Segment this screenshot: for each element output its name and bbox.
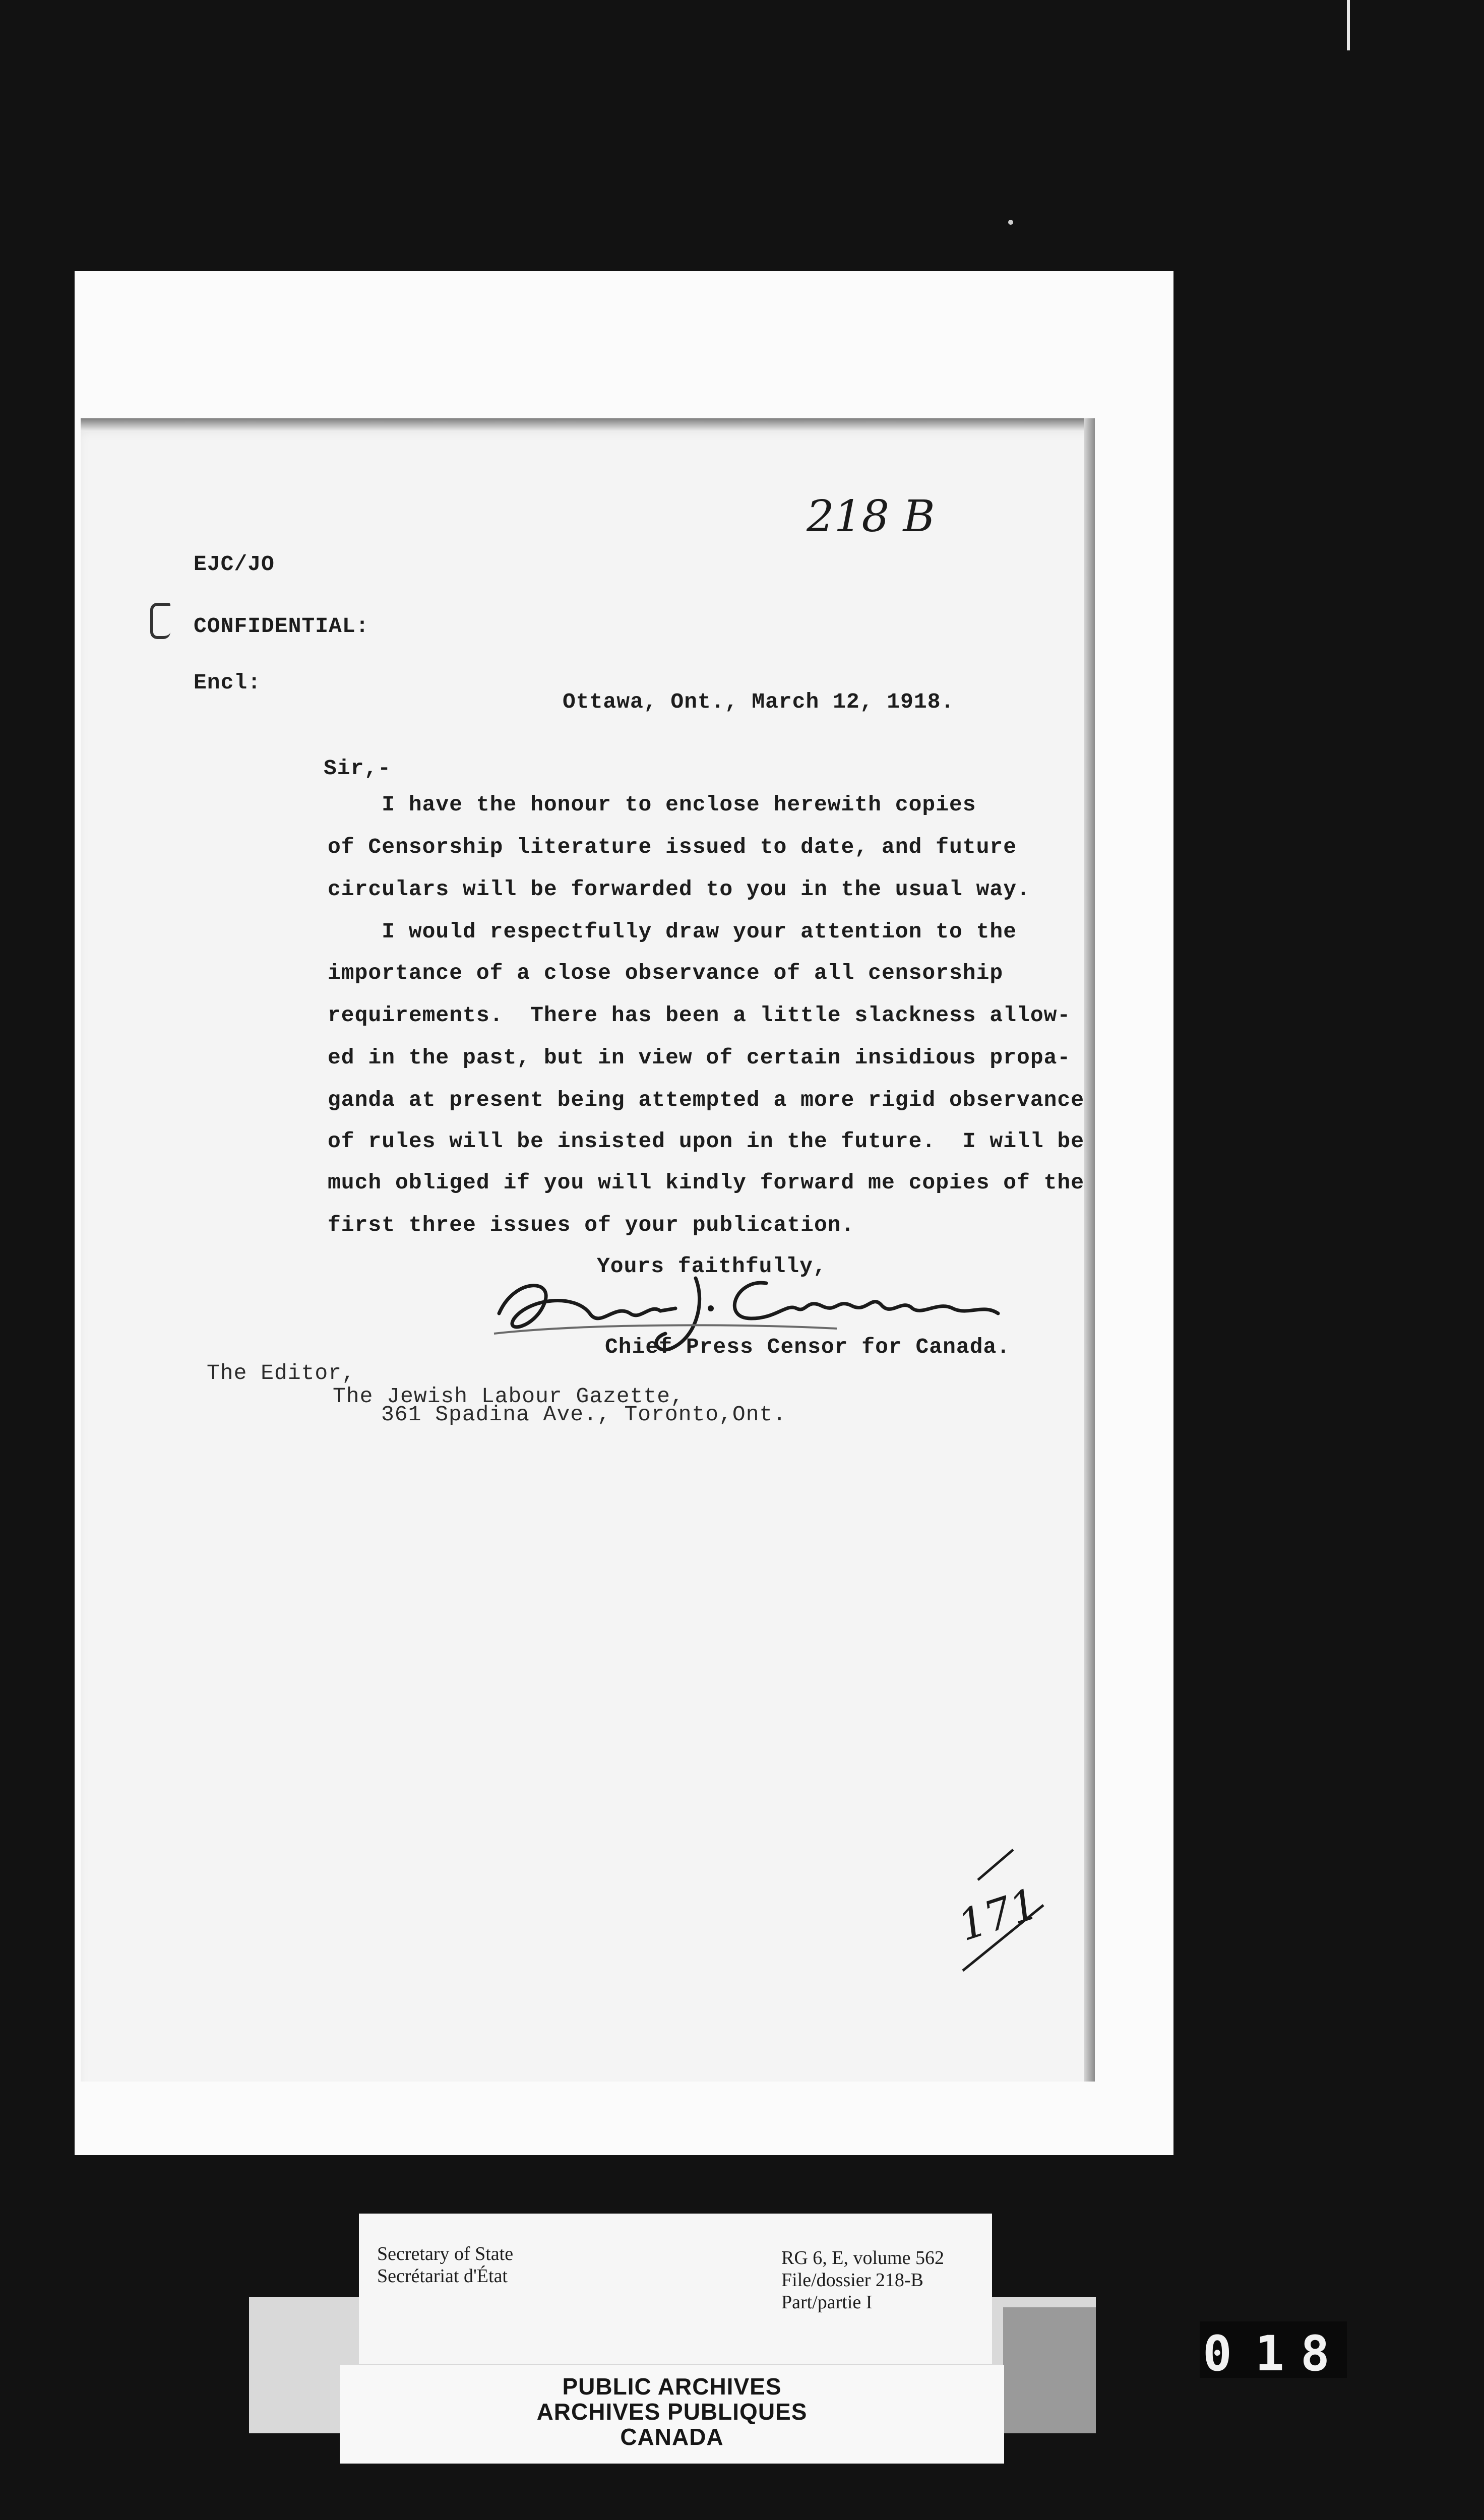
body-line: circulars will be forwarded to you in the usual way. — [328, 877, 1030, 902]
body-line: I would respectfully draw your attention to the — [328, 919, 1017, 944]
reference-initials: EJC/JO — [194, 552, 275, 577]
banner-line: CANADA — [620, 2424, 724, 2450]
file-note-handwritten: 218 B — [807, 491, 935, 542]
counter-digit: 1 — [1255, 2325, 1284, 2382]
body-line: requirements. There has been a little slackness allow- — [328, 1003, 1071, 1028]
body-line: ed in the past, but in view of certain insidious propa- — [328, 1045, 1071, 1070]
page-number-bracket — [958, 1845, 1048, 1976]
archive-label-shadow — [1003, 2307, 1096, 2433]
body-line: first three issues of your publication. — [328, 1213, 855, 1237]
film-edge-mark — [1347, 0, 1350, 50]
addressee-line: The Jewish Labour Gazette, — [333, 1384, 684, 1409]
addressee-line: 361 Spadina Ave., Toronto,Ont. — [381, 1402, 787, 1427]
dept-english: Secretary of State — [377, 2243, 514, 2264]
letter-top-shadow — [81, 418, 1093, 431]
paper-clip-mark — [150, 603, 170, 639]
counter-digit: 8 — [1301, 2325, 1330, 2382]
body-line: much obliged if you will kindly forward me copies of the — [328, 1170, 1085, 1195]
letter-page — [81, 418, 1093, 2082]
archive-label-card — [359, 2214, 992, 2364]
counter-digit: 0 — [1203, 2325, 1232, 2382]
dust-speck — [1008, 220, 1013, 225]
banner-line: ARCHIVES PUBLIQUES — [536, 2399, 808, 2425]
letter-right-shadow — [1084, 418, 1095, 2082]
body-line: importance of a close observance of all censorship — [328, 961, 1004, 985]
body-line: I have the honour to enclose herewith copies — [328, 792, 976, 817]
archive-banner — [340, 2365, 1004, 2464]
enclosure-label: Encl: — [194, 670, 262, 695]
complimentary-close: Yours faithfully, — [597, 1254, 827, 1279]
ref-file: File/dossier 218-B — [781, 2270, 923, 2291]
body-line: of Censorship literature issued to date, and future — [328, 835, 1017, 859]
page-number-handwritten: 171 — [952, 1878, 1044, 1951]
body-line: of rules will be insisted upon in the future. I will be — [328, 1129, 1085, 1154]
archive-label-reference — [781, 2247, 944, 2313]
confidential-label: CONFIDENTIAL: — [194, 614, 369, 639]
dept-french: Secrétariat d'État — [377, 2265, 508, 2287]
date-line: Ottawa, Ont., March 12, 1918. — [563, 689, 955, 714]
banner-line: PUBLIC ARCHIVES — [562, 2373, 782, 2400]
frame-counter — [1200, 2321, 1347, 2382]
archive-label-department — [377, 2243, 513, 2287]
salutation: Sir,- — [324, 756, 392, 781]
body-line: ganda at present being attempted a more rigid observance — [328, 1088, 1085, 1112]
ref-part: Part/partie I — [781, 2292, 873, 2313]
signatory-title: Chief Press Censor for Canada. — [605, 1335, 1011, 1359]
addressee-line: The Editor, — [207, 1361, 355, 1385]
ref-volume: RG 6, E, volume 562 — [781, 2247, 944, 2269]
